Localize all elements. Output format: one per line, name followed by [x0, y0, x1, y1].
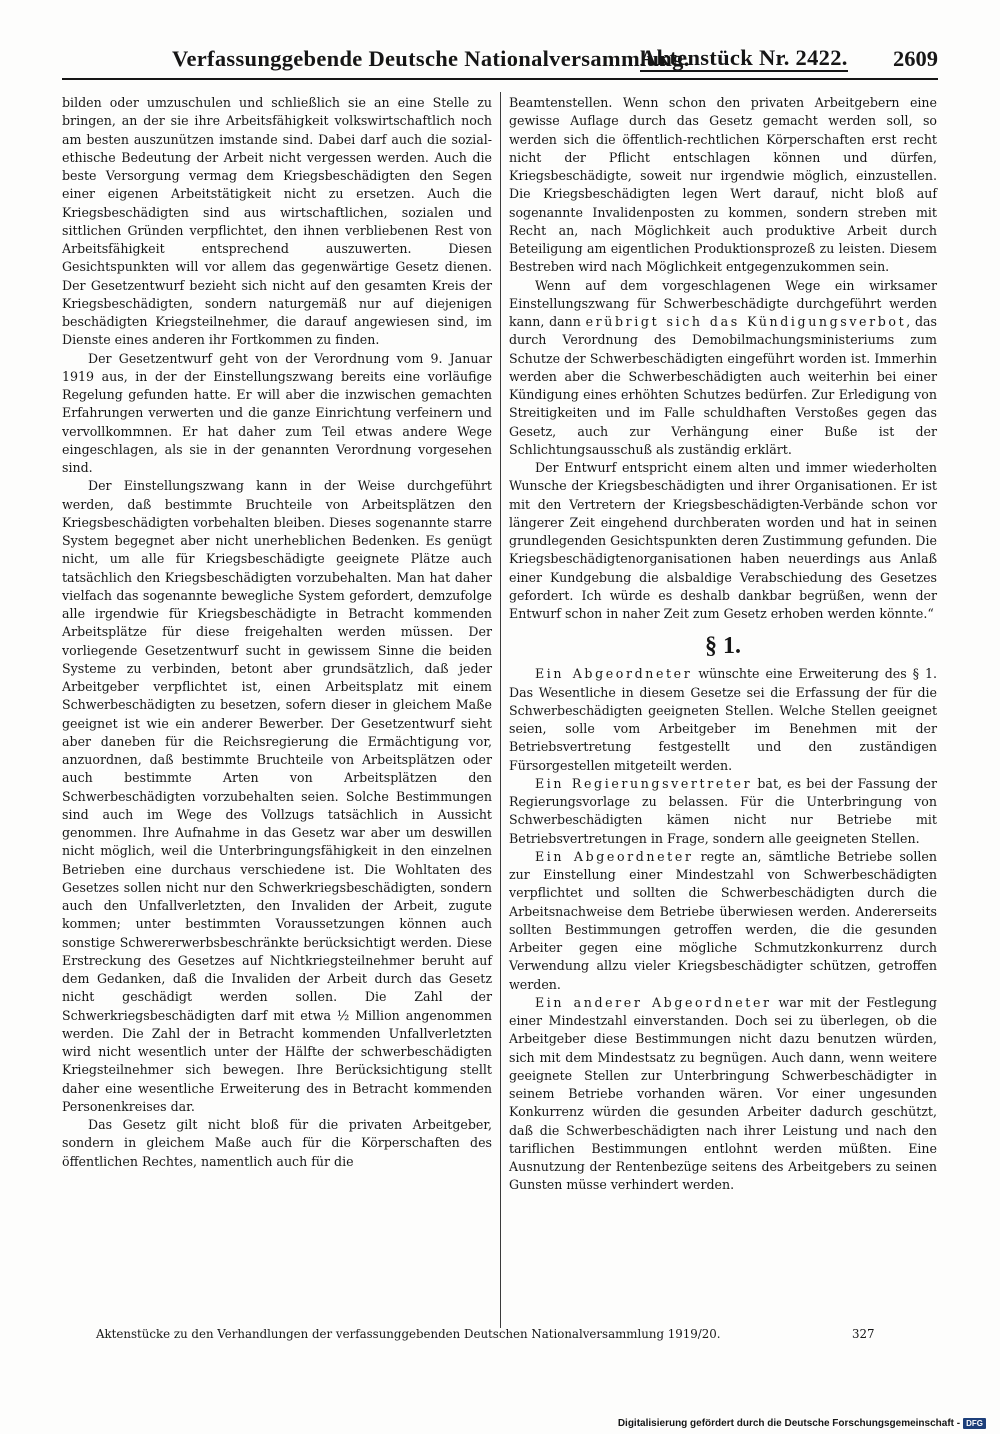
- spaced-emphasis: Ein anderer Abgeordneter: [535, 994, 772, 1010]
- dfg-logo-icon: DFG: [963, 1418, 986, 1429]
- header-title: Verfassunggebende Deutsche Nationalversammlung.: [172, 46, 690, 71]
- document-label: Aktenstück Nr. 2422.: [640, 45, 848, 70]
- page-number: 2609: [893, 46, 938, 71]
- text-run: regte an, sämtliche Betriebe sollen zur Einstellung einer Mindestzahl von Schwerbeschädigten verpflichtet und sollten die Schwerbeschädigten durch die Arbeitsnachweise dem Betriebe überwiesen werden. Andererseits sollten Bestimmungen getroffen werden, die die gesunden Arbeiter gegen eine mögliche Schmutzkonkurrenz durch Verwendung allzu vieler Kriegsbeschädigter schützen, getroffen werden.: [509, 848, 937, 992]
- section-heading: § 1.: [705, 633, 741, 660]
- column-divider: [500, 92, 501, 1328]
- paragraph: [509, 994, 937, 1195]
- credit-text: Digitalisierung gefördert durch die Deutsche Forschungsgemeinschaft -: [617, 1417, 961, 1429]
- right-column: [509, 94, 937, 1195]
- paragraph: Beamtenstellen. Wenn schon den privaten Arbeitgebern eine gewisse Auflage durch das Gesetz gemacht werden soll, so werden sich die öffentlich-rechtlichen Körperschaften erst recht nicht der Pflicht entschlagen können und dürfen, Kriegsbeschädigte, soweit nur irgendwie möglich, einzustellen. Die Kriegsbeschädigten legen Wert darauf, nicht bloß auf sogenannte Invalidenposten zu kommen, sondern streben mit Recht an, nach Möglichkeit auch produktive Arbeit durch Beteiligung am eigentlichen Produktionsprozeß zu leisten. Diesem Bestreben wird nach Möglichkeit entgegenzukommen sein.: [509, 95, 937, 275]
- page-header: [62, 40, 938, 74]
- paragraph: Das Gesetz gilt nicht bloß für die privaten Arbeitgeber, sondern in gleichem Maße auch für die Körperschaften des öffentlichen Rechtes, namentlich auch für die: [62, 1117, 492, 1169]
- text-run: Wenn auf dem vorgeschlagenen Wege ein wirksamer Einstellungszwang für Schwerbeschädigte durchgeführt werden kann, dann: [509, 277, 937, 329]
- digitization-credit: [618, 1416, 986, 1430]
- paragraph: [509, 775, 937, 848]
- text-run: , das durch Verordnung des Demobilmachungsministeriums zum Schutze der Schwerbeschädigten eingeführt worden ist. Immerhin werden aber die Schwerbeschädigten auch weiterhin bei einer Kündigung eines erhöhten Schutzes bedürfen. Zur Erledigung von Streitigkeiten und im Falle schuldhaften Verstoßes gegen das Gesetz, auch zur Verhängung einer Buße ist der Schlichtungsausschuß als zuständig erklärt.: [509, 314, 937, 457]
- text-run: wünschte eine Erweiterung des § 1. Das Wesentliche in diesem Gesetze sei die Erfassung der für die Schwerbeschädigten geeigneten Stellen. Welche Stellen geeignet seien, solle vom Arbeitgeber im Benehmen mit der Betriebsvertretung festgestellt und den zuständigen Fürsorgestellen mitgeteilt werden.: [509, 666, 937, 773]
- footer-text: Aktenstücke zu den Verhandlungen der verfassunggebenden Deutschen Nationalversammlung 1919/20.: [96, 1327, 721, 1341]
- paragraph: [509, 848, 937, 994]
- paragraph: [509, 277, 937, 460]
- spaced-emphasis: Ein Abgeordneter: [535, 848, 694, 864]
- spaced-emphasis: Ein Regierungsvertreter: [535, 775, 753, 791]
- spaced-emphasis: Ein Abgeordneter: [535, 666, 693, 682]
- left-column: [62, 94, 492, 1171]
- paragraph: Der Einstellungszwang kann in der Weise durchgeführt werden, daß bestimmte Bruchteile von Arbeitsplätzen den Kriegsbeschädigten vorbehalten bleiben. Dieses sogenannte starre System begegnet aber nicht unerheblichen Bedenken. Es genügt nicht, um alle für Kriegsbeschädigte geeignete Plätze auch tatsächlich den Kriegsbeschädigten vorzubehalten. Man hat daher vielfach das sogenannte bewegliche System gefordert, demzufolge alle irgendwie für Kriegsbeschädigte in Betracht kommenden Arbeitsplätze für diese freigehalten werden müssen. Der vorliegende Gesetzentwurf sucht in gewissem Sinne die beiden Systeme zu verbinden, betont aber grundsätzlich, daß jeder Arbeitgeber verpflichtet ist, einen Arbeitsplatz mit einem Schwerbeschädigten zu besetzen, sofern dieser in gleichem Maße geeignet ist wie ein anderer Bewerber. Der Gesetzentwurf sieht aber daneben für die Reichsregierung die Ermächtigung vor, anzuordnen, daß bestimmte Bruchteile von Arbeitsplätzen oder auch bestimmte Arten von Arbeitsplätzen den Schwerbeschädigten vorzubehalten seien. Solche Bestimmungen sind auch im Wege des Vollzugs tatsächlich in Aussicht genommen. Ihre Aufnahme in das Gesetz war aber um deswillen nicht möglich, weil die Unterbringungsfähigkeit in den einzelnen Betrieben eine durchaus verschiedene ist. Die Wohltaten des Gesetzes sollen nicht nur den Schwerkriegsbeschädigten, sondern auch den Unfallverletzten, den Invaliden der Arbeit, zugute kommen; unter bestimmten Voraussetzungen können auch sonstige Schwererwerbsbeschränkte berücksichtigt werden. Diese Erstreckung des Gesetzes auf Nichtkriegsteilnehmer beruht auf dem Gedanken, daß die Invaliden der Arbeit durch das Gesetz nicht geschädigt werden sollen. Die Zahl der Schwerkriegsbeschädigten darf mit etwa ½ Million angenommen werden. Die Zahl der in Betracht kommenden Unfallverletzten wird nicht wesentlich unter der Hälfte der schwerbeschädigten Kriegsteilnehmer sich bewegen. Ihre Berücksichtigung stellt daher eine wesentliche Erweiterung des in Betracht kommenden Personenkreises dar.: [62, 478, 492, 1114]
- paragraph: Der Gesetzentwurf geht von der Verordnung vom 9. Januar 1919 aus, in der der Einstellungszwang bereits eine vorläufige Regelung gefunden hatte. Er will aber die inzwischen gemachten Erfahrungen verwerten und die ganze Einrichtung verfeinern und vervollkommnen. Er hat daher zum Teil etwas andere Wege eingeschlagen, als sie in der genannten Verordnung vorgesehen sind.: [62, 350, 492, 475]
- footer-number: 327: [852, 1327, 875, 1341]
- paragraph: bilden oder umzuschulen und schließlich sie an eine Stelle zu bringen, an der sie ihre Arbeitsfähigkeit volkswirtschaftlich noch am besten auszunützen imstande sind. Dabei darf auch die sozial-ethische Bedeutung der Arbeit nicht vergessen werden. Auch die beste Versorgung vermag dem Kriegsbeschädigten den Segen einer eigenen Arbeitstätigkeit nicht zu ersetzen. Auch die Kriegsbeschädigten sind aus wirtschaftlichen, sozialen und sittlichen Gründen verpflichtet, den ihnen verbliebenen Rest von Arbeitsfähigkeit entsprechend auszuwerten. Diesen Gesichtspunkten will vor allem das gegenwärtige Gesetz dienen. Der Gesetzentwurf bezieht sich nicht auf den gesamten Kreis der Kriegsbeschädigten, sondern naturgemäß nur auf diejenigen beschädigten Kriegsteilnehmer, die darauf angewiesen sind, im Dienste eines anderen ihr Fortkommen zu finden.: [62, 95, 492, 348]
- text-run: bat, es bei der Fassung der Regierungsvorlage zu belassen. Für die Unterbringung von Schwerbeschädigten kämen nicht nur Betriebe mit Betriebsvertretungen in Frage, sondern alle geeigneten Stellen.: [509, 775, 937, 846]
- paragraph: Der Entwurf entspricht einem alten und immer wiederholten Wunsche der Kriegsbeschädigten und ihrer Organisationen. Er ist mit den Vertretern der Kriegsbeschädigten-Verbände schon vor längerer Zeit eingehend durchberaten worden und hat in seinen grundlegenden Gesichtspunkten deren Zustimmung gefunden. Die Kriegsbeschädigtenorganisationen haben neuerdings aus Anlaß einer Kundgebung die alsbaldige Verabschiedung des Gesetzes gefordert. Ich würde es deshalb dankbar begrüßen, wenn der Entwurf schon in naher Zeit zum Gesetz erhoben werden könnte.“: [509, 460, 937, 621]
- spaced-emphasis: erübrigt sich das Kündigungsverbot: [585, 314, 907, 329]
- text-run: war mit der Festlegung einer Mindestzahl einverstanden. Doch sei zu überlegen, ob die Arbeitgeber diese Bestimmungen nicht dazu benutzen würden, sich mit dem Mindestsatz zu begnügen. Auch dann, wenn weitere geeignete Stellen zur Unterbringung Schwerbeschädigter in seinem Betriebe vorhanden wären. Vor einer ungesunden Konkurrenz würden die gesunden Arbeiter dadurch geschützt, daß die Schwerbeschädigten nach ihrer Leistung und nach den tariflichen Bestimmungen entlohnt werden müßten. Eine Ausnutzung der Rentenbezüge seitens des Arbeitgebers zu seinen Gunsten müsse verhindert werden.: [509, 994, 937, 1193]
- header-rule: [62, 78, 938, 80]
- paragraph: [509, 665, 937, 775]
